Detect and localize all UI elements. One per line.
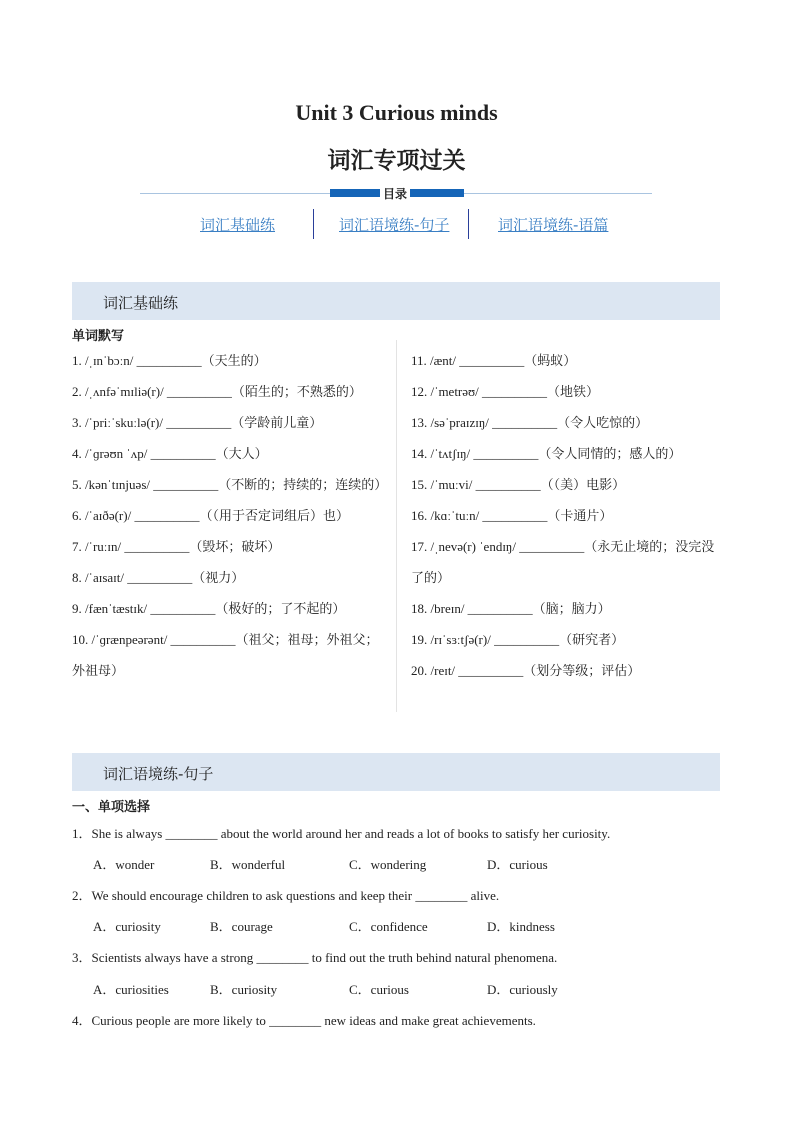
word-item: 4. /ˈɡrəʊn ˈʌp/ __________（大人） bbox=[72, 446, 268, 461]
word-item: 17. /ˌnevə(r) ˈendɪŋ/ __________（永无止境的；没完没了的） bbox=[411, 539, 715, 585]
option: C．confidence bbox=[349, 919, 428, 934]
word-item: 2. /ˌʌnfəˈmɪliə(r)/ __________（陌生的；不熟悉的） bbox=[72, 384, 362, 399]
toc-link-passage[interactable]: 词汇语境练-语篇 bbox=[498, 216, 609, 234]
page-subtitle: 词汇专项过关 bbox=[327, 148, 466, 174]
column-divider bbox=[396, 340, 397, 712]
option: A．curiosities bbox=[93, 982, 169, 997]
word-item: 1. /ˌɪnˈbɔːn/ __________（天生的） bbox=[72, 353, 267, 368]
word-list-right bbox=[411, 345, 723, 686]
word-item: 20. /reɪt/ __________（划分等级；评估） bbox=[411, 663, 641, 678]
dictation-label: 单词默写 bbox=[72, 329, 125, 344]
section-heading: 词汇基础练 bbox=[103, 294, 179, 312]
toc-label: 目录 bbox=[380, 185, 410, 202]
word-item: 10. /ˈɡrænpeərənt/ __________（祖父；祖母；外祖父；外祖母） bbox=[72, 632, 379, 678]
section-heading: 词汇语境练-句子 bbox=[103, 765, 214, 783]
question-text: 1．She is always ________ about the world around her and reads a lot of books to satisfy her curiosity. bbox=[72, 826, 611, 841]
option: B．courage bbox=[210, 919, 273, 934]
option: B．curiosity bbox=[210, 982, 278, 997]
word-item: 5. /kənˈtɪnjuəs/ __________（不断的；持续的；连续的） bbox=[72, 477, 388, 492]
toc-link-sentence[interactable]: 词汇语境练-句子 bbox=[339, 216, 450, 234]
page-title: Unit 3 Curious minds bbox=[295, 100, 498, 125]
word-item: 15. /ˈmuːvi/ __________（（美）电影） bbox=[411, 477, 626, 492]
word-item: 18. /breɪn/ __________（脑；脑力） bbox=[411, 601, 611, 616]
word-item: 12. /ˈmetrəʊ/ __________（地铁） bbox=[411, 384, 600, 399]
option: B．wonderful bbox=[210, 857, 286, 872]
word-item: 7. /ˈruːɪn/ __________（毁坏；破坏） bbox=[72, 539, 281, 554]
word-item: 3. /ˈpriːˈskuːlə(r)/ __________（学龄前儿童） bbox=[72, 415, 323, 430]
toc-link-basic[interactable]: 词汇基础练 bbox=[200, 216, 276, 234]
option: D．curious bbox=[487, 857, 548, 872]
multiple-choice-label: 一、单项选择 bbox=[72, 800, 151, 815]
option: D．curiously bbox=[487, 982, 558, 997]
question-text: 2．We should encourage children to ask questions and keep their ________ alive. bbox=[72, 888, 500, 903]
word-item: 16. /kɑːˈtuːn/ __________（卡通片） bbox=[411, 508, 613, 523]
section-header-sentence bbox=[72, 753, 720, 791]
question-text: 3．Scientists always have a strong ________ to find out the truth behind natural phenomena. bbox=[72, 950, 558, 965]
word-item: 8. /ˈaɪsaɪt/ __________（视力） bbox=[72, 570, 245, 585]
word-item: 9. /fænˈtæstɪk/ __________（极好的；了不起的） bbox=[72, 601, 346, 616]
word-item: 13. /səˈpraɪzɪŋ/ __________（令人吃惊的） bbox=[411, 415, 649, 430]
word-item: 14. /ˈtʌtʃɪŋ/ __________（令人同情的；感人的） bbox=[411, 446, 682, 461]
option: A．curiosity bbox=[93, 919, 161, 934]
toc-separator bbox=[468, 209, 469, 239]
section-header-basic bbox=[72, 282, 720, 320]
option: A．wonder bbox=[93, 857, 155, 872]
word-item: 19. /rɪˈsɜːtʃə(r)/ __________（研究者） bbox=[411, 632, 625, 647]
question-text: 4．Curious people are more likely to ________ new ideas and make great achievements. bbox=[72, 1013, 536, 1028]
option: C．curious bbox=[349, 982, 409, 997]
option: D．kindness bbox=[487, 919, 555, 934]
option: C．wondering bbox=[349, 857, 427, 872]
word-item: 6. /ˈaɪðə(r)/ __________（（用于否定词组后）也） bbox=[72, 508, 349, 523]
word-item: 11. /ænt/ __________（蚂蚁） bbox=[411, 353, 577, 368]
toc-separator bbox=[313, 209, 314, 239]
word-list-left bbox=[72, 345, 388, 686]
